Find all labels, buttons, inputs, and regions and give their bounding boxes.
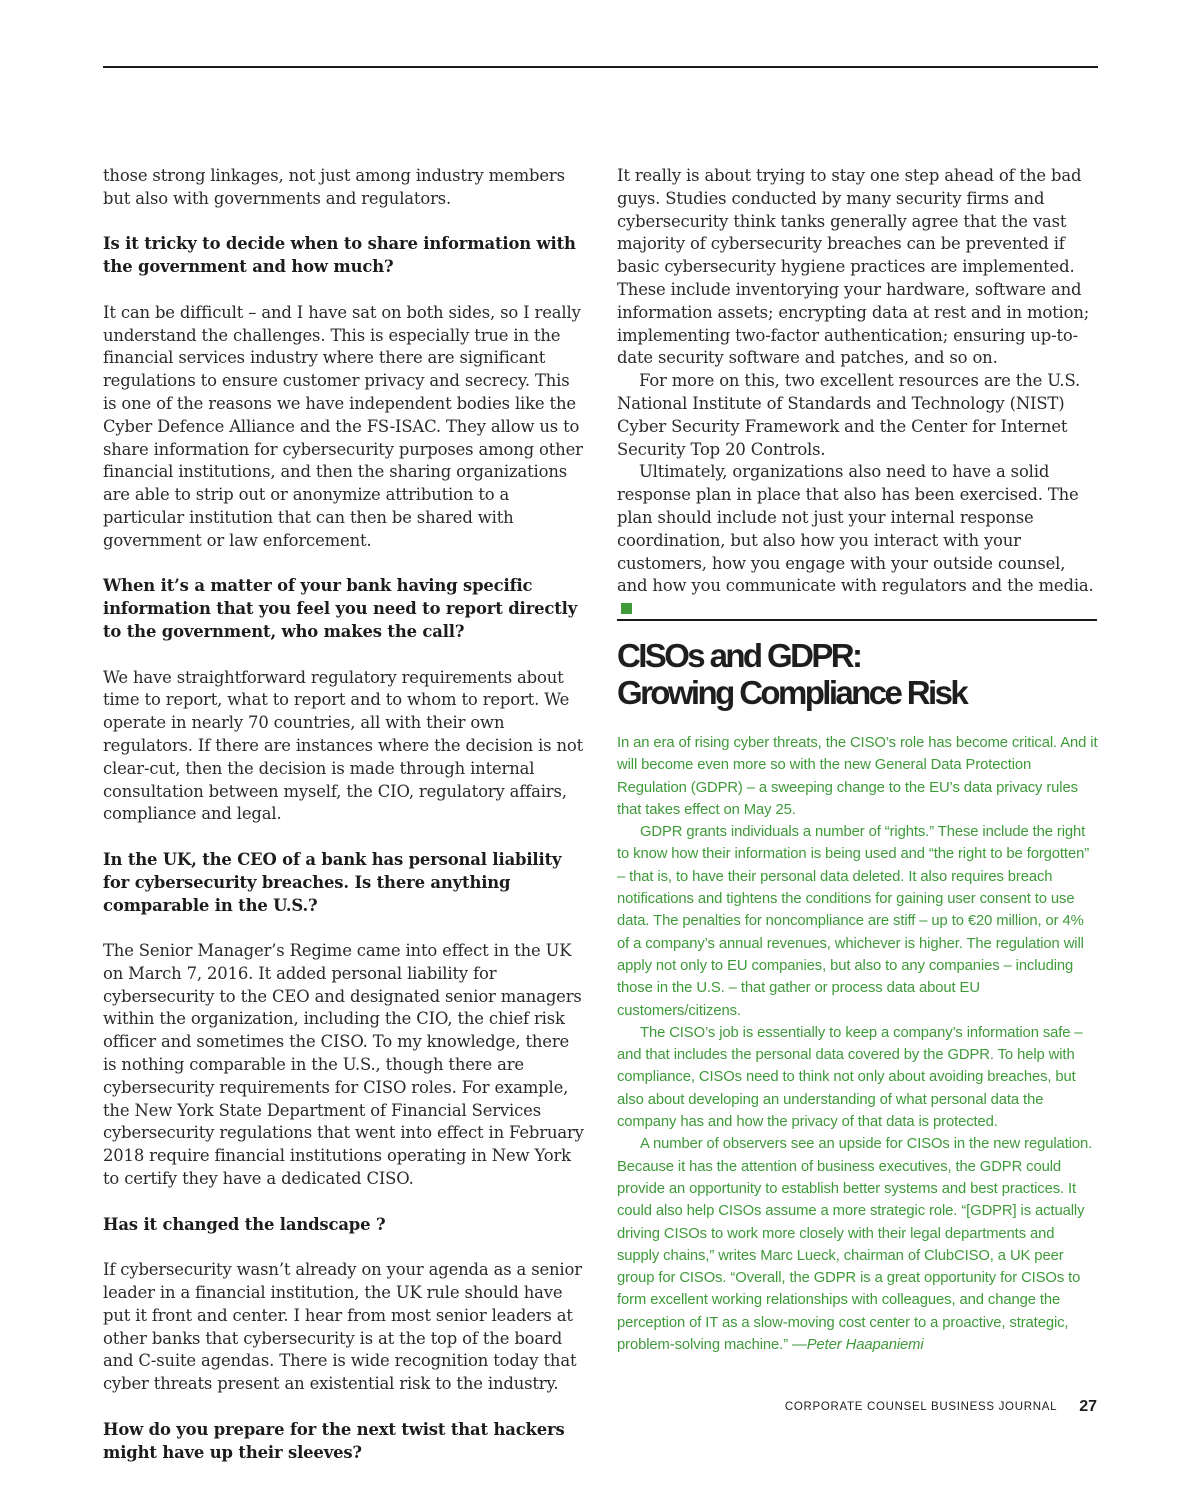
left-column — [103, 165, 585, 1464]
answer-paragraph: We have straightforward regulatory requirements about time to report, what to report and to whom to report. We operate in nearly 70 countries, all with their own regulators. If there are instances where the decision is not clear-cut, then the decision is made through internal consultation between myself, the CIO, regulatory affairs, compliance and legal. — [103, 667, 584, 824]
answer-paragraph: It can be difficult – and I have sat on both sides, so I really understand the challenges. This is especially true in the financial services industry where there are significant regulations to ensure customer privacy and secrecy. This is one of the reasons we have independent bodies like the Cyber Defence Alliance and the FS-ISAC. They allow us to share information for cybersecurity purposes among other financial institutions, and then the sharing organizations are able to strip out or anonymize attribution to a particular institution that can then be shared with government or law enforcement. — [103, 302, 583, 550]
sidebar-title — [617, 637, 1097, 711]
journal-name: CORPORATE COUNSEL BUSINESS JOURNAL — [784, 1401, 1058, 1413]
answer-paragraph: For more on this, two excellent resources are the U.S. National Institute of Standards and Technology (NIST) Cyber Security Framework and the Center for Internet Security Top 20 Controls. — [617, 371, 1081, 459]
sidebar-paragraph: GDPR grants individuals a number of “rights.” These include the right to know how their information is being used and “the right to be forgotten” – that is, to have their personal data deleted. It also requires breach notifications and tightens the conditions for gaining user consent to use data. The penalties for noncompliance are stiff – up to €20 million, or 4% of a company’s annual revenues, whichever is higher. The regulation will apply not only to EU companies, but also to any companies – including those in the U.S. – that gather or process data about EU customers/citizens. — [617, 824, 1090, 1019]
question-heading: When it’s a matter of your bank having specific information that you feel you need to report directly to the government, who makes the call? — [103, 576, 578, 641]
top-rule — [103, 66, 1098, 68]
page-footer — [785, 1395, 1097, 1419]
answer-paragraph — [617, 461, 1097, 621]
question-heading: How do you prepare for the next twist that hackers might have up their sleeves? — [103, 1419, 565, 1462]
answer-paragraph: It really is about trying to stay one step ahead of the bad guys. Studies conducted by many security firms and cybersecurity think tanks generally agree that the vast majority of cybersecurity breaches can be prevented if basic cybersecurity hygiene practices are implemented. These include inventorying your hardware, software and information assets; encrypting data at rest and in motion; implementing two-factor authentication; ensuring up-to-date security software and patches, and so on. — [617, 166, 1090, 368]
right-column — [617, 165, 1097, 621]
answer-paragraph: The Senior Manager’s Regime came into effect in the UK on March 7, 2016. It added personal liability for cybersecurity to the CEO and designated senior managers within the organization, including the CIO, the chief risk officer and sometimes the CISO. To my knowledge, there is nothing comparable in the U.S., though there are cybersecurity requirements for CISO roles. For example, the New York State Department of Financial Services cybersecurity regulations that went into effect in February 2018 require financial institutions operating in New York to certify they have a dedicated CISO. — [103, 941, 584, 1189]
question-heading: In the UK, the CEO of a bank has personal liability for cybersecurity breaches. Is there anything comparable in the U.S.? — [103, 849, 562, 915]
sidebar-rule — [617, 619, 1097, 621]
sidebar-paragraph: The CISO’s job is essentially to keep a company’s information safe – and that includes the personal data covered by the GDPR. To help with compliance, CISOs need to think not only about avoiding breaches, but also about developing an understanding of what personal data the company has and how the privacy of that data is protected. — [617, 1024, 1083, 1131]
sidebar-paragraph: In an era of rising cyber threats, the CISO’s role has become critical. And it will become even more so with the new General Data Protection Regulation (GDPR) – a sweeping change to the EU’s data privacy rules that takes effect on May 25. — [617, 735, 1098, 818]
sidebar-paragraph-text: A number of observers see an upside for CISOs in the new regulation. Because it has the attention of business executives, the GDPR could provide an opportunity to establish better systems and best practices. It could also help CISOs assume a more strategic role. “[GDPR] is actually driving CISOs to work more closely with their legal departments and supply chains,” writes Marc Lueck, chairman of ClubCISO, a UK peer group for CISOs. “Overall, the GDPR is a great opportunity for CISOs to form excellent working relationships with colleagues, and change the perception of IT as a slow-moving cost center to a proactive, strategic, problem-solving machine.” — [617, 1136, 1093, 1354]
sidebar-title-line-1: CISOs and GDPR: — [617, 637, 861, 674]
page-number: 27 — [1079, 1398, 1097, 1415]
end-of-article-square-icon — [621, 603, 632, 614]
paragraph: those strong linkages, not just among industry members but also with governments and regulators. — [103, 166, 565, 208]
sidebar-title-line-2: Growing Compliance Risk — [617, 674, 967, 711]
question-heading: Is it tricky to decide when to share information with the government and how much? — [103, 234, 576, 277]
paragraph-text: Ultimately, organizations also need to have a solid response plan in place that also has been exercised. The plan should include not just your internal response coordination, but also how you interact with your customers, how you engage with your outside counsel, and how you communicate with regulators and the media. — [617, 462, 1094, 596]
sidebar-paragraph — [617, 1133, 1099, 1356]
question-heading: Has it changed the landscape ? — [103, 1214, 386, 1234]
byline: —Peter Haapaniemi — [792, 1337, 924, 1354]
sidebar-body — [617, 732, 1099, 1356]
answer-paragraph: If cybersecurity wasn’t already on your agenda as a senior leader in a financial institution, the UK rule should have put it front and center. I hear from most senior leaders at other banks that cybersecurity is at the top of the board and C-suite agendas. There is wide recognition today that cyber threats present an existential risk to the industry. — [103, 1260, 582, 1394]
